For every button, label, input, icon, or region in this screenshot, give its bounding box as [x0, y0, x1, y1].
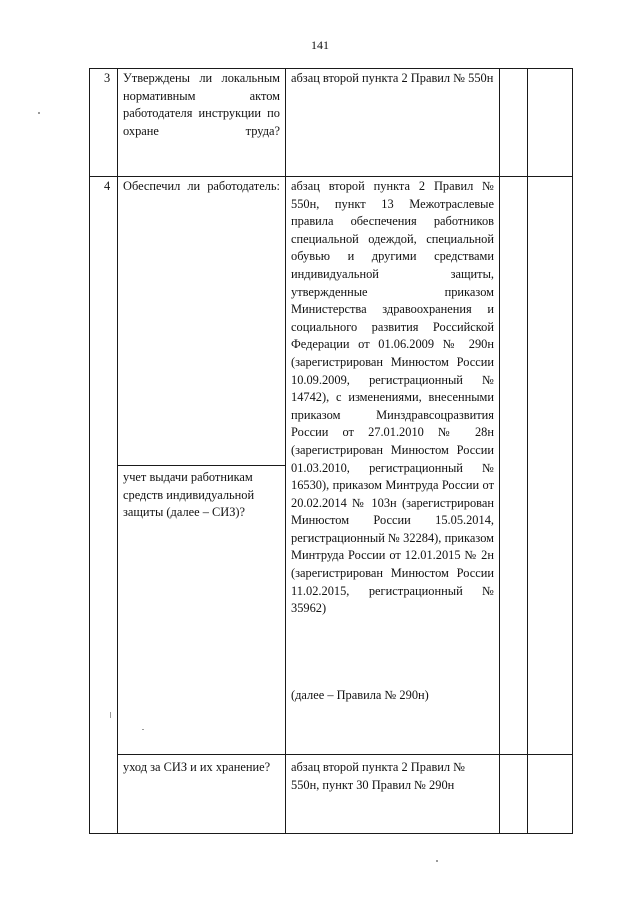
- reference-cell: абзац второй пункта 2 Правил № 550н: [291, 71, 494, 85]
- row-divider: [117, 754, 573, 755]
- column-divider: [499, 68, 500, 834]
- sub-question-cell: учет выдачи работникам средств индивидуальной защиты (далее – СИЗ)?: [123, 470, 255, 520]
- column-divider: [527, 68, 528, 834]
- scan-mark: [142, 729, 144, 730]
- question-cell: Обеспечил ли работодатель:: [123, 179, 280, 193]
- row-number: 4: [104, 179, 111, 193]
- reference-cell: абзац второй пункта 2 Правил № 550н, пункт 30 Правил № 290н: [291, 760, 466, 792]
- reference-cell: абзац второй пункта 2 Правил № 550н, пункт 13 Межотраслевые правила обеспечения работников специальной одеждой, специальной обувью и другими средствами индивидуальной защиты, утвержденные приказом Министерства здравоохранения и социального развития Российской Федерации от 01.06.2009 № 290н (зарегистрирован Минюстом России 10.09.2009, регистрационный № 14742), с изменениями, внесенными приказом Минздравсоцразвития России от 27.01.2010 № 28н (зарегистрирован Минюстом России 01.03.2010, регистрационный № 16530), приказом Минтруда России от 20.02.2014 № 103н (зарегистрирован Минюстом России 15.05.2014, регистрационный № 32284), приказом Минтруда России от 12.01.2015 № 2н (зарегистрирован Минюстом России 11.02.2015, регистрационный № 35962): [291, 179, 494, 616]
- table-border-left: [89, 68, 90, 834]
- question-cell: Утверждены ли локальным нормативным актом работодателя инструкции по охране труда?: [123, 71, 280, 138]
- scan-mark: [436, 860, 438, 862]
- row-divider: [89, 176, 573, 177]
- table-border-right: [572, 68, 573, 834]
- table-border-bottom: [89, 833, 573, 834]
- row-number: 3: [104, 71, 111, 85]
- scan-mark: [110, 712, 111, 718]
- row-divider: [117, 465, 285, 466]
- column-divider: [285, 68, 286, 834]
- scan-mark: [38, 112, 40, 114]
- question-cell: уход за СИЗ и их хранение?: [123, 760, 271, 774]
- page-number: 141: [311, 38, 329, 52]
- table-border-top: [89, 68, 573, 69]
- column-divider: [117, 68, 118, 834]
- reference-note: (далее – Правила № 290н): [291, 688, 429, 702]
